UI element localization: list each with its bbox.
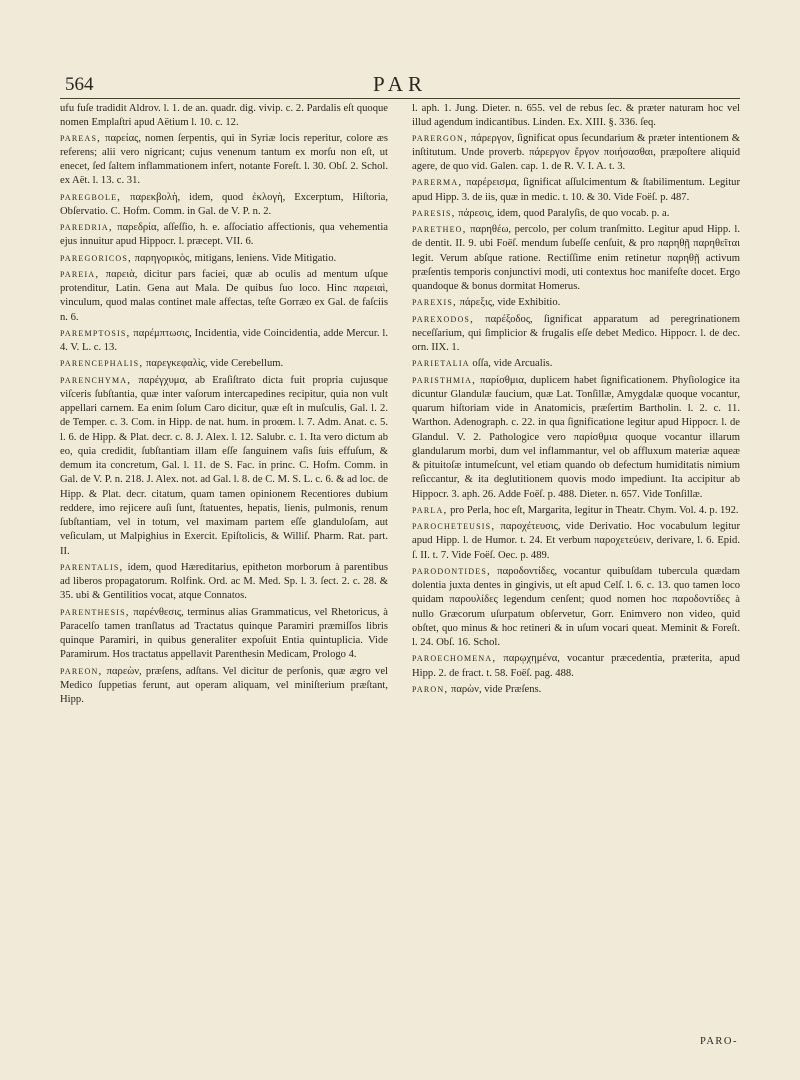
entry-text: παρηγορικὸς, mitigans, leniens. Vide Mitigatio.	[134, 252, 337, 264]
entry-text: παρηθέω, percolo, per colum tranſmitto. Legitur apud Hipp. l. de dentit. II. 9. ubi Foëſ. mendum ſubeſſe cenſuit, & pro παρηθῇ παρηθεῖται legit. Verum abſque ratione. Rectiſſime enim retinetur παρηθῇ activum præſentis temporis conjunctivi modi, uti contextus hoc manifeſte docet. Ergo quandoque & bonus dormitat Homerus.	[412, 224, 740, 292]
dictionary-entry	[412, 312, 740, 356]
entry-text: oſſa, vide Arcualis.	[472, 358, 553, 370]
entry-headword: paristhmia,	[412, 373, 477, 386]
page-number: 564	[65, 74, 94, 95]
entry-headword: parerma,	[412, 176, 463, 189]
dictionary-entry	[60, 267, 388, 325]
entry-headword: pareas,	[60, 131, 102, 144]
entry-text: πάρεσις, idem, quod Paralyſis, de quo vocab. p. a.	[458, 207, 670, 219]
entry-text: παρείας, nomen ſerpentis, qui in Syriæ locis reperitur, colore æs referens; alii vero nigricant; cujus venenum tantum ex morſu non eſt, ut enecet, ſed ſaltem inflammationem infert, notante Foreſt. l. 30. Obſ. 2. Schol. ex Aët. l. 13. c. 31.	[60, 132, 388, 187]
left-entries	[60, 131, 388, 708]
header-rule	[60, 98, 740, 99]
entry-text: idem, quod Hæreditarius, epitheton morborum à parentibus ad liberos propagatorum. Rolfink. Ord. ac M. Med. Sp. l. 3. ſect. 2. c. 28. & 35. ubi & Gentilitios vocat, atque Connatos.	[60, 561, 388, 602]
dictionary-entry	[60, 251, 388, 266]
dictionary-entry	[412, 175, 740, 205]
dictionary-entry	[60, 326, 388, 356]
entry-text: παρεκβολὴ, idem, quod ἐκλογὴ, Excerptum, Hiſtoria, Obſervatio. C. Hofm. Comm. in Gal. de V. P. n. 2.	[60, 191, 388, 217]
dictionary-entry	[60, 373, 388, 559]
entry-headword: paretheo,	[412, 223, 467, 235]
dictionary-entry	[412, 519, 740, 563]
entry-headword: parentalis,	[60, 560, 124, 573]
entry-text: παρίσθμια, duplicem habet ſignificationem. Phyſiologice ita dicuntur Glandulæ faucium, quæ Lat. Tonſillæ, Amygdalæ quoque vocantur, quarum hiſtoriam vide in Anatomicis, præſertim Bartholin. l. 2. c. 11. Warthon. Adenograph. c. 22. in qua ſignificatione legitur apud Hippocr. l. de Glandul. V. 2. Pathologice vero παρίσθμια quoque vocantur illarum glandularum morbi, dum vel inflammantur, vel ob affluxum materiæ aqueæ & pituitoſæ intumeſcunt, vel etiam quando ob defectum humiditatis nimium reſiccantur, & ita deglutitionem quovis modo impediunt. Ita accipitur ab Hippocr. 3. aph. 26. Adde Foëſ. p. 488. Dieter. n. 657. Vide Tonſillæ.	[412, 374, 740, 500]
entry-headword: parencephalis,	[60, 357, 144, 370]
dictionary-entry	[60, 664, 388, 708]
page-header	[60, 60, 740, 96]
dictionary-entry	[412, 206, 740, 221]
dictionary-entry	[412, 682, 740, 697]
entry-headword: pareon,	[60, 664, 103, 677]
dictionary-entry	[60, 605, 388, 663]
entry-text: πάρεργον, ſignificat opus ſecundarium & præter intentionem & inſtitutum. Unde proverb. πάρεργον ἔργον ποιήσασθαι, præpoſtere aliquid agere, de quo vid. Galen. cap. 1. de R. V. I. A. t. 3.	[412, 132, 740, 172]
entry-text: παρῳχημένα, vocantur præcedentia, præterita, apud Hipp. 2. de fract. t. 58. Foëſ. pag. 488.	[412, 653, 740, 679]
entry-text: πάρεξις, vide Exhibitio.	[459, 297, 561, 309]
entry-headword: parietalia	[412, 357, 470, 370]
entry-headword: parenthesis,	[60, 605, 130, 618]
entry-text: παρέγχυμα, ab Eraſiſtrato dicta fuit propria cujusque viſceris ſubſtantia, quæ inter vaſorum intercapedines recipitur, quia non vult appellari carnem. Ea enim ſolum Caro dicitur, quæ eſt in muſculis, Gal. l. 2. de Temper. c. 3. Com. in Hipp. de nat. hum. in proœm. l. 7. Adm. Anat. c. 5. l. 6. de Hipp. & Plat. decr. c. 8. J. Alex. l. 12. Salubr. c. 1. Ita vero dictum ab eo, quia credidit, ſubſtantiam illam eſſe ſanguinem vaſis ſuis effuſum, & demum ita concretum, Gal. l. 11. de S. Fac. in princ. C. Hofm. Comm. in Gal. de V. P. n. 218. J. Alex. not. ad Gal. l. 8. de C. M. S. L. c. 6. & ad loc. de Hipp. & Plat. decr. citatum, quam tamen opinionem Recentiores dubium reddere, imo rejicere auſi ſunt, ſtatuentes, hepatis, lienis, pulmonis, renum ſubſtantiam, vel in totum, vel maximam partem eſſe glandulοſam, aut veſiculam, ut Malpighius in Exercit. Epiſtolicis, & Williſ. Pharm. Rat. part. II.	[60, 374, 388, 557]
dictionary-entry	[412, 564, 740, 651]
entry-headword: parergon,	[412, 131, 468, 144]
entry-headword: parexis,	[412, 296, 457, 309]
entry-headword: paresis,	[412, 206, 456, 219]
entry-text: παρειὰ, dicitur pars faciei, quæ ab oculis ad mentum uſque protenditur, Latin. Gena aut Mala. De quibus ſuo loco. Hinc παρειαὶ, vinculum, quod malas continet male affectas, teſte Gorræo ex Gal. de faſciis n. 6.	[60, 268, 388, 323]
entry-headword: paroechomena,	[412, 652, 497, 665]
entry-headword: parenchyma,	[60, 373, 132, 386]
dictionary-entry	[412, 651, 740, 681]
entry-text: παρέρεισμα, ſignificat aſſulcimentum & ſtabilimentum. Legitur apud Hipp. 3. de iis, quæ in medic. t. 10. & 30. Vide Foëſ. p. 487.	[412, 177, 740, 203]
entry-headword: pareia,	[60, 267, 100, 280]
entry-headword: paregbole,	[60, 190, 122, 203]
left-continuation: ufu fuſe tradidit Aldrov. l. 1. de an. quadr. dig. vivip. c. 2. Pardalis eſt quoque nomen Emplaſtri apud Aëtium l. 10. c. 12.	[60, 103, 388, 129]
entry-text: παροδοντίδες, vocantur quibuſdam tubercula quædam dolentia juxta dentes in gingivis, ut eſt apud Celſ. l. 6. c. 13. quo tamen loco quidam παρουλίδες legendum cenſent; quod nomen hoc παροδοντίδες à nullo Græcorum uſurpatum obſervetur, Gorr. Enimvero non video, quid obſtet, quo minus & hoc retineri & in uſum vocari queat. Meminit & Foreſt. l. 24. Obſ. 16. Schol.	[412, 565, 740, 648]
dictionary-entry	[412, 503, 740, 518]
entry-text: παρέξοδος, ſignificat apparatum ad peregrinationem neceſſarium, qui ſimplicior & frugalis eſſe debet Medico. Hippocr. l. de dec. orn. IIX. 1.	[412, 313, 740, 353]
entry-text: παρένθεσις, terminus alias Grammaticus, vel Rhetoricus, à Paracelſo tamen tranſlatus ad Tractatus quinque Paramiri præmiſſos libris quinque Paramiri, in quibus generaliter expoſuit Entia quintuplicia. Vide Paramirum. Hos tractatus appellavit Parenthesin Medicam, Prologo 4.	[60, 606, 388, 661]
dictionary-entry	[60, 220, 388, 250]
dictionary-entry	[412, 295, 740, 310]
dictionary-entry	[412, 222, 740, 294]
dictionary-entry	[412, 373, 740, 502]
entry-text: παροχέτευσις, vide Derivatio. Hoc vocabulum legitur apud Hipp. l. de Humor. t. 24. Et verbum παροχετεύειν, derivare, l. 6. Epid. ſ. II. t. 7. Vide Foëſ. Oec. p. 489.	[412, 521, 740, 561]
catchword: PARO-	[699, 1036, 738, 1047]
running-head: PAR	[373, 72, 427, 96]
entry-text: pro Perla, hoc eſt, Margarita, legitur in Theatr. Chym. Vol. 4. p. 192.	[450, 504, 739, 516]
dictionary-entry	[60, 356, 388, 371]
entry-headword: paredria,	[60, 221, 113, 233]
entry-text: παρεγκεφαλὶς, vide Cerebellum.	[145, 358, 284, 370]
entry-headword: paregoricos,	[60, 251, 132, 264]
entry-headword: parocheteusis,	[412, 520, 496, 532]
right-entries	[412, 131, 740, 698]
entry-headword: parodontides,	[412, 564, 491, 577]
entry-headword: paremptosis,	[60, 326, 131, 339]
right-column	[412, 102, 740, 1070]
dictionary-entry	[412, 131, 740, 175]
entry-text: παρεδρία, aſſeſſio, h. e. aſſociatio affectionis, qua vehementia ejus innuitur apud Hippocr. l. præcept. VII. 6.	[60, 222, 388, 248]
dictionary-entry	[60, 190, 388, 220]
entry-text: παρεὼν, præſens, adſtans. Vel dicitur de perſonis, quæ ægro vel Medico ſuppetias ferunt, aut operam aliquam, vel miniſterium præſtant, Hipp.	[60, 665, 388, 705]
right-continuation: l. aph. 1. Jung. Dieter. n. 655. vel de rebus ſec. & præter naturam hoc vel illud agendum indicantibus. Linden. Ex. XIII. §. 336. ſeq.	[412, 103, 740, 129]
entry-text: παρὼν, vide Præſens.	[451, 683, 542, 695]
dictionary-entry	[60, 560, 388, 604]
dictionary-entry	[412, 356, 740, 371]
entry-headword: paron,	[412, 682, 449, 695]
entry-headword: parla,	[412, 503, 448, 516]
left-column	[60, 102, 388, 1070]
dictionary-entry	[60, 131, 388, 189]
entry-headword: parexodos,	[412, 312, 475, 325]
entry-text: παρέμπτωσις, Incidentia, vide Coincidentia, adde Mercur. l. 4. V. L. c. 13.	[60, 327, 388, 353]
